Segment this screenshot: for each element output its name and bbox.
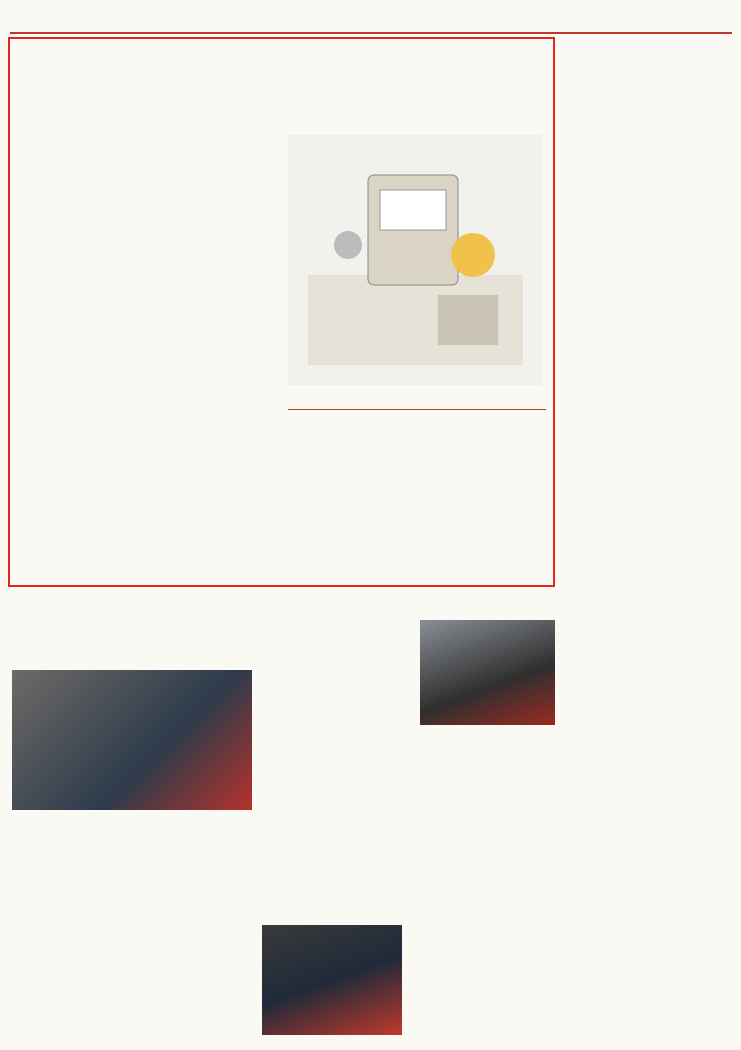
fire-photo-main	[12, 670, 252, 810]
masthead-rule	[10, 32, 732, 34]
fire-photo-inspection	[420, 620, 555, 725]
sidebar-body	[562, 42, 662, 732]
story-public-revenue	[8, 37, 555, 587]
masthead	[10, 6, 732, 32]
fire-body-col-1	[14, 866, 124, 1041]
fire-photo-firefighter	[262, 925, 402, 1035]
story-illustration	[288, 135, 543, 385]
commentary-box	[288, 409, 546, 579]
story-body	[24, 221, 279, 583]
veterans-body	[562, 785, 732, 1025]
